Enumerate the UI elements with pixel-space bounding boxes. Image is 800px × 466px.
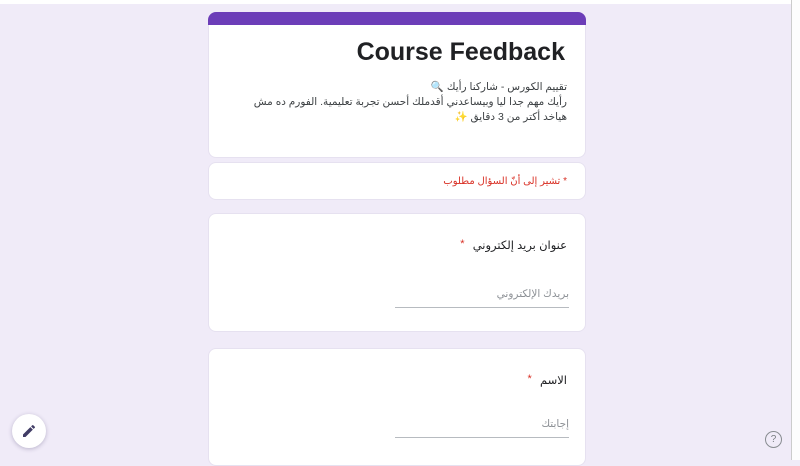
edit-fab[interactable] [12, 414, 46, 448]
name-label-text: الاسم [539, 375, 567, 387]
form-description [209, 67, 585, 125]
email-question-label [209, 214, 585, 252]
name-input[interactable] [395, 418, 569, 438]
form-title: Course Feedback [356, 38, 565, 66]
name-question-label [209, 349, 585, 387]
theme-color-bar [208, 12, 586, 25]
required-asterisk: * [527, 373, 532, 385]
name-question-card [208, 348, 586, 466]
window-top-strip [0, 0, 800, 4]
form-description-line1: تقييم الكورس - شاركنا رأيك 🔍 [430, 81, 567, 93]
help-icon[interactable]: ? [765, 431, 782, 448]
form-header-card [208, 13, 586, 158]
required-notice-card [208, 162, 586, 200]
scrollbar[interactable] [791, 0, 800, 460]
email-input[interactable] [395, 288, 569, 308]
pencil-icon [21, 423, 37, 439]
required-asterisk: * [460, 238, 465, 250]
email-label-text: عنوان بريد إلكتروني [472, 240, 567, 252]
email-question-card [208, 213, 586, 332]
required-notice: * تشير إلى أنّ السؤال مطلوب [443, 176, 567, 187]
form-description-line2: رأيك مهم جدا ليا وبيساعدني أقدملك أحسن تجربة تعليمية. الفورم ده مش هياخد أكتر من 3 دقايق ✨ [253, 96, 567, 123]
